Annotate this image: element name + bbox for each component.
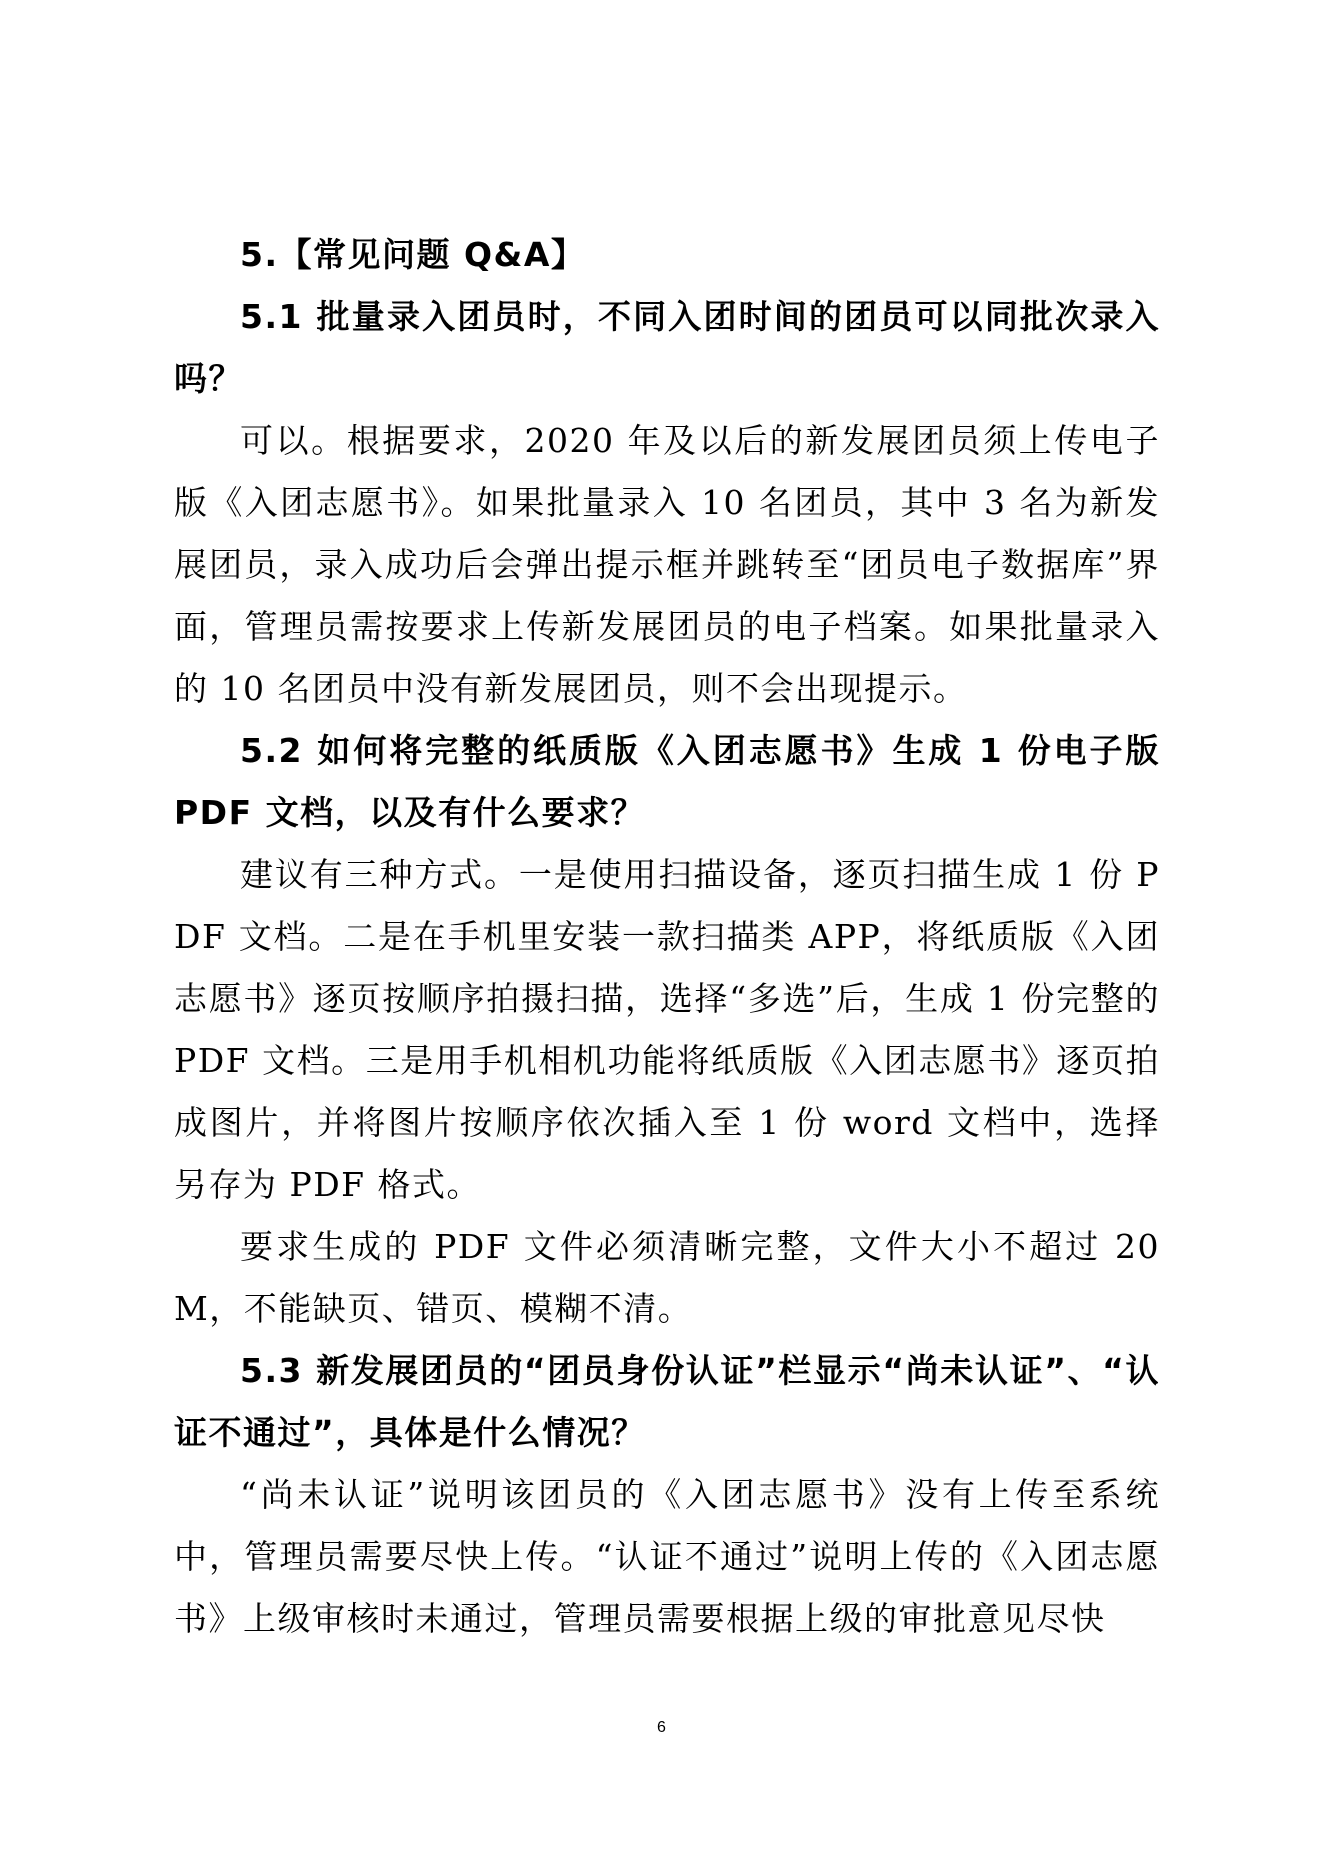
answer-5-2-requirements: 要求生成的 PDF 文件必须清晰完整，文件大小不超过 20M，不能缺页、错页、模糊不清。 (174, 1227, 1160, 1328)
question-5-2: 5.2 如何将完整的纸质版《入团志愿书》生成 1 份电子版 PDF 文档，以及有什么要求？ (174, 731, 1160, 832)
answer-5-3: “尚未认证”说明该团员的《入团志愿书》没有上传至系统中，管理员需要尽快上传。“认证不通过”说明上传的《入团志愿书》上级审核时未通过，管理员需要根据上级的审批意见尽快 (174, 1475, 1160, 1638)
answer-5-1: 可以。根据要求，2020 年及以后的新发展团员须上传电子版《入团志愿书》。如果批量录入 10 名团员，其中 3 名为新发展团员，录入成功后会弹出提示框并跳转至“团员电子数据库”界面，管理员需按要求上传新发展团员的电子档案。如果批量录入的 10 名团员中没有新发展团员，则不会出现提示。 (174, 421, 1160, 708)
document-body (174, 224, 1160, 1650)
question-5-1: 5.1 批量录入团员时，不同入团时间的团员可以同批次录入吗？ (174, 297, 1160, 398)
section-heading: 5.【常见问题 Q&A】 (240, 235, 586, 274)
question-5-3: 5.3 新发展团员的“团员身份认证”栏显示“尚未认证”、“认证不通过”，具体是什么情况？ (174, 1351, 1160, 1452)
page-number: 6 (657, 1719, 666, 1736)
answer-5-2-methods: 建议有三种方式。一是使用扫描设备，逐页扫描生成 1 份 PDF 文档。二是在手机里安装一款扫描类 APP，将纸质版《入团志愿书》逐页按顺序拍摄扫描，选择“多选”后，生成 1 份完整的 PDF 文档。三是用手机相机功能将纸质版《入团志愿书》逐页拍成图片，并将图片按顺序依次插入至 1 份 word 文档中，选择另存为 PDF 格式。 (174, 855, 1160, 1204)
